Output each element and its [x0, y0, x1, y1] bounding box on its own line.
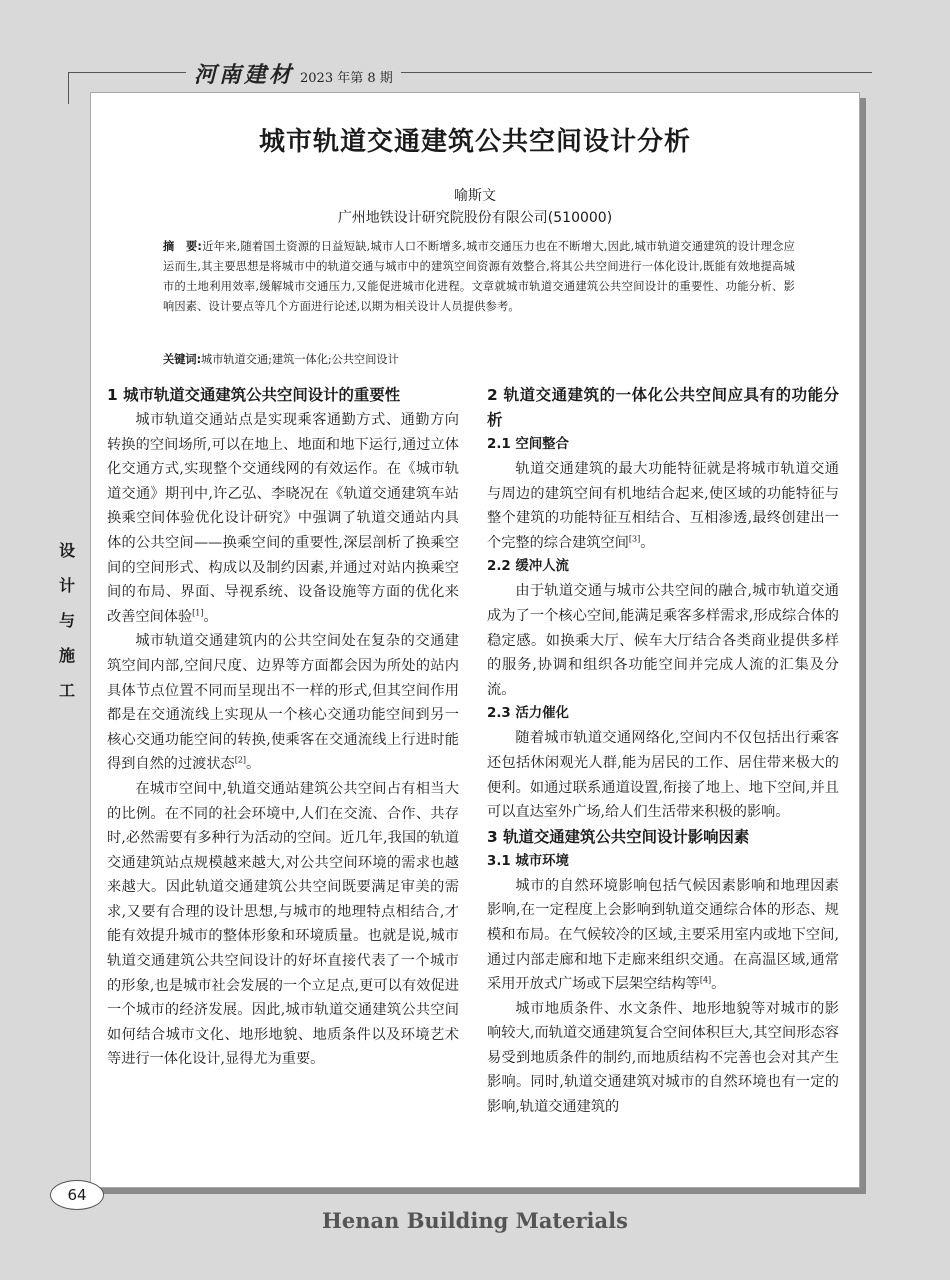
keywords-label: 关键词: — [163, 353, 202, 366]
citation: [3] — [628, 534, 641, 544]
article-author: 喻斯文 — [454, 188, 496, 204]
paragraph: 由于轨道交通与城市公共空间的融合,城市轨道交通成为了一个核心空间,能满足乘客多样需求,形成综合体的稳定感。如换乘大厅、候车大厅结合各类商业提供多样的服务,协调和组织各功能空间并完成人流的汇集及分流。 — [487, 583, 839, 698]
subsection-heading: 2.2 缓冲人流 — [487, 559, 569, 575]
abstract — [163, 237, 795, 317]
article-title: 城市轨道交通建筑公共空间设计分析 — [258, 127, 691, 157]
right-column — [487, 383, 839, 1120]
paragraph: 随着城市轨道交通网络化,空间内不仅包括出行乘客还包括休闲观光人群,能为居民的工作、居住带来极大的便利。如通过联系通道设置,衔接了地上、地下空间,并且可以直达室外广场,给人们生活带来积极的影响。 — [487, 730, 839, 821]
left-column — [107, 383, 459, 1072]
article-page — [90, 92, 860, 1188]
side-label-char: 设 — [58, 541, 75, 560]
subsection-heading: 2.1 空间整合 — [487, 437, 569, 452]
keywords-text: 城市轨道交通;建筑一体化;公共空间设计 — [201, 353, 399, 366]
paragraph: 城市地质条件、水文条件、地形地貌等对城市的影响较大,而轨道交通建筑复合空间体积巨大,其空间形态容易受到地质条件的制约,而地质结构不完善也会对其产生影响。同时,轨道交通建筑对城市的自然环境也有一定的影响,轨道交通建筑的 — [487, 1000, 839, 1116]
journal-footer: Henan Building Materials — [322, 1208, 628, 1233]
paragraph: 在城市空间中,轨道交通站建筑公共空间占有相当大的比例。在不同的社会环境中,人们在交流、合作、共存时,必然需要有多种行为活动的空间。近几年,我国的轨道交通建筑站点规模越来越大,对公共空间环境的需求也越来越大。因此轨道交通建筑公共空间既要满足审美的需求,又要有合理的设计思想,与城市的地理特点相结合,才能有效提升城市的整体形象和环境质量。也就是说,城市轨道交通建筑公共空间设计的好坏直接代表了一个城市的形象,也是城市社会发展的一个立足点,更可以有效促进一个城市的经济发展。因此,城市轨道交通建筑公共空间如何结合城市文化、地形地貌、地质条件以及环境艺术等进行一体化设计,显得尤为重要。 — [107, 780, 459, 1068]
section-heading: 3 轨道交通建筑公共空间设计影响因素 — [487, 827, 750, 846]
side-label-char: 计 — [58, 576, 75, 595]
section-heading: 1 城市轨道交通建筑公共空间设计的重要性 — [107, 386, 401, 404]
section-side-label — [52, 538, 82, 701]
paragraph: 城市轨道交通站点是实现乘客通勤方式、通勤方向转换的空间场所,可以在地上、地面和地下运行,通过立体化交通方式,实现整个交通线网的有效运作。在《城市轨道交通》期刊中,许乙弘、李晓况在《轨道交通建筑车站换乘空间体验优化设计研究》中强调了轨道交通站内具体的公共空间——换乘空间的重要性,深层剖析了换乘空间的空间形式、构成以及制约因素,并通过对站内换乘空间的布局、界面、导视系统、设备设施等方面的优化来改善空间体验[1]。 — [107, 412, 459, 625]
header-vertical-rule — [68, 72, 69, 104]
subsection-heading: 2.3 活力催化 — [487, 706, 569, 722]
page-number: 64 — [50, 1180, 104, 1210]
journal-header — [186, 58, 401, 89]
paragraph: 城市的自然环境影响包括气候因素影响和地理因素影响,在一定程度上会影响到轨道交通综合体的形态、规模和布局。在气候较冷的区域,主要采用室内或地下空间,通过内部走廊和地下走廊来组织交通。在高温区域,通常采用开放式广场或下层架空结构等[4]。 — [487, 877, 839, 993]
citation: [4] — [699, 975, 712, 985]
issue-number: 2023 年第 8 期 — [300, 71, 393, 86]
journal-name: 河南建材 — [194, 62, 295, 88]
abstract-text: 近年来,随着国土资源的日益短缺,城市人口不断增多,城市交通压力也在不断增大,因此,城市轨道交通建筑的设计理念应运而生,其主要思想是将城市中的轨道交通与城市中的建筑空间资源有效整合,将其公共空间进行一体化设计,既能有效地提高城市的土地利用效率,缓解城市交通压力,又能促进城市化进程。文章就城市轨道交通建筑公共空间设计的重要性、功能分析、影响因素、设计要点等几个方面进行论述,以期为相关设计人员提供参考。 — [163, 240, 795, 313]
section-heading: 2 轨道交通建筑的一体化公共空间应具有的功能分析 — [487, 386, 839, 429]
side-label-char: 施 — [58, 646, 75, 665]
keywords — [163, 350, 795, 370]
citation: [2] — [234, 755, 247, 765]
side-label-char: 与 — [58, 611, 75, 630]
paragraph: 城市轨道交通建筑内的公共空间处在复杂的交通建筑空间内部,空间尺度、边界等方面都会因为所处的站内具体节点位置不同而呈现出不一样的形式,但其空间作用都是在交通流线上实现从一个核心交通功能空间到另一核心交通功能空间的转换,使乘客在交通流线上行进时能得到自然的过渡状态[2]。 — [107, 633, 459, 773]
side-label-char: 工 — [58, 681, 75, 700]
citation: [1] — [192, 608, 204, 618]
article-affiliation: 广州地铁设计研究院股份有限公司(510000) — [337, 210, 613, 226]
abstract-label: 摘 要: — [163, 240, 203, 253]
subsection-heading: 3.1 城市环境 — [487, 853, 569, 869]
paragraph: 轨道交通建筑的最大功能特征就是将城市轨道交通与周边的建筑空间有机地结合起来,使区域的功能特征与整个建筑的功能特征互相结合、互相渗透,最终创建出一个完整的综合建筑空间[3]。 — [487, 461, 839, 551]
